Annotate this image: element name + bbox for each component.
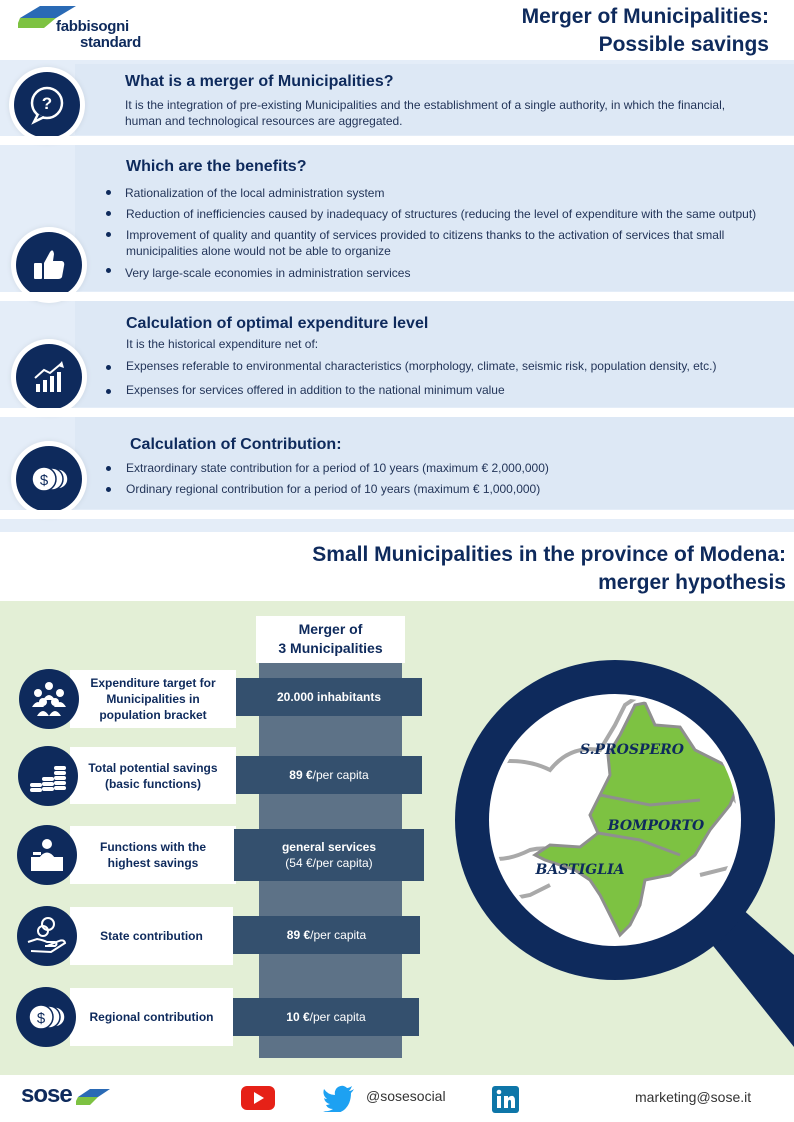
map-label: BOMPORTO: [607, 818, 705, 834]
map-label: S.PROSPERO: [580, 742, 684, 758]
brand-logo: sose: [21, 1081, 72, 1108]
panel-text: It is the historical expenditure net of:: [126, 337, 319, 351]
column-header-line: 3 Municipalities: [278, 640, 383, 656]
row-label: Functions with the highest savings: [70, 826, 236, 884]
panel-title: What is a merger of Municipalities?: [125, 73, 394, 90]
divider: [0, 136, 794, 145]
row-value: [236, 756, 422, 794]
row-value-bold: 89 €: [289, 768, 313, 782]
list-item: Expenses for services offered in addition to the national minimum value: [126, 383, 505, 397]
row-value-bold: general services: [281, 840, 377, 854]
page-title-line: Possible savings: [598, 33, 769, 56]
panel-text: It is the integration of pre-existing Municipalities and the establishment of a single authority, in which the financial, human and technological resources are aggregated.: [125, 98, 726, 128]
row-value-rest: /per capita: [312, 768, 369, 782]
list-item: Improvement of quality and quantity of services provided to citizens thanks to the activation of services that small municipalities alone would not be able to organize: [126, 228, 725, 258]
logo-text: fabbisogni: [56, 18, 129, 35]
row-label: State contribution: [70, 907, 233, 965]
bullet: [106, 232, 111, 237]
divider: [0, 292, 794, 301]
page-title-line: Merger of Municipalities:: [521, 5, 769, 28]
map-magnifier: [440, 655, 794, 1065]
coin-stacks-icon: [18, 746, 78, 806]
twitter-handle[interactable]: @sosesocial: [366, 1088, 446, 1104]
footer: [0, 1075, 794, 1122]
youtube-icon[interactable]: [240, 1085, 276, 1111]
contact-email[interactable]: marketing@sose.it: [635, 1089, 752, 1105]
panel-title: Calculation of optimal expenditure level: [126, 315, 429, 332]
svg-text:$: $: [36, 1010, 46, 1027]
linkedin-icon[interactable]: [492, 1086, 519, 1113]
panel-title: Which are the benefits?: [126, 158, 307, 175]
page-title: [349, 3, 769, 59]
list-item: Ordinary regional contribution for a period of 10 years (maximum € 1,000,000): [126, 482, 541, 496]
row-value: [233, 998, 419, 1036]
row-label: Expenditure target for Municipalities in population bracket: [70, 670, 236, 728]
section-title: [266, 541, 786, 597]
row-value-rest: (54 €/per capita): [285, 856, 373, 870]
row-value-bold: 20.000 inhabitants: [276, 690, 382, 704]
row-label: Regional contribution: [70, 988, 233, 1046]
header: [0, 0, 794, 60]
column-header-line: Merger of: [298, 621, 363, 637]
office-desk-icon: [17, 825, 77, 885]
row-value-bold: 10 €: [286, 1010, 310, 1024]
row-value: [234, 829, 424, 881]
row-value-rest: /per capita: [309, 1010, 366, 1024]
list-item: Expenses referable to environmental characteristics (morphology, climate, seismic risk, population density, etc.): [126, 359, 717, 373]
row-value: [233, 916, 420, 954]
row-value-rest: /per capita: [310, 928, 367, 942]
map-label: BASTIGLIA: [535, 862, 625, 878]
divider: [0, 510, 794, 519]
coins-icon: [16, 446, 82, 512]
logo-text: standard: [80, 34, 141, 51]
column-header: [256, 616, 405, 663]
coins-icon: [16, 987, 76, 1047]
panel-title: Calculation of Contribution:: [130, 436, 342, 453]
list-item: Rationalization of the local administration system: [125, 186, 385, 200]
row-value-bold: 89 €: [286, 928, 311, 942]
bullet: [106, 268, 111, 273]
question-icon: [14, 72, 80, 138]
bullet: [106, 365, 111, 370]
list-item: Reduction of inefficiencies caused by inadequacy of structures (reducing the level of expenditure with the same output): [126, 207, 757, 221]
list-item: Very large-scale economies in administration services: [125, 266, 411, 280]
people-group-icon: [19, 669, 79, 729]
row-value: [236, 678, 422, 716]
svg-text:$: $: [39, 472, 49, 489]
bullet: [106, 211, 111, 216]
svg-text:?: ?: [41, 94, 53, 113]
twitter-icon[interactable]: [322, 1084, 356, 1112]
brand-mark-icon: [76, 1087, 112, 1109]
thumbs-up-icon: [16, 232, 82, 298]
section-title-line: Small Municipalities in the province of Modena:: [312, 543, 786, 566]
bullet: [106, 487, 111, 492]
list-item: Extraordinary state contribution for a period of 10 years (maximum € 2,000,000): [126, 461, 549, 475]
bullet: [106, 389, 111, 394]
hand-coin-icon: [17, 906, 77, 966]
divider: [0, 408, 794, 417]
bullet: [106, 190, 111, 195]
growth-chart-icon: [16, 344, 82, 410]
section-title-line: merger hypothesis: [598, 571, 786, 594]
row-label: Total potential savings (basic functions): [70, 747, 236, 804]
bullet: [106, 466, 111, 471]
